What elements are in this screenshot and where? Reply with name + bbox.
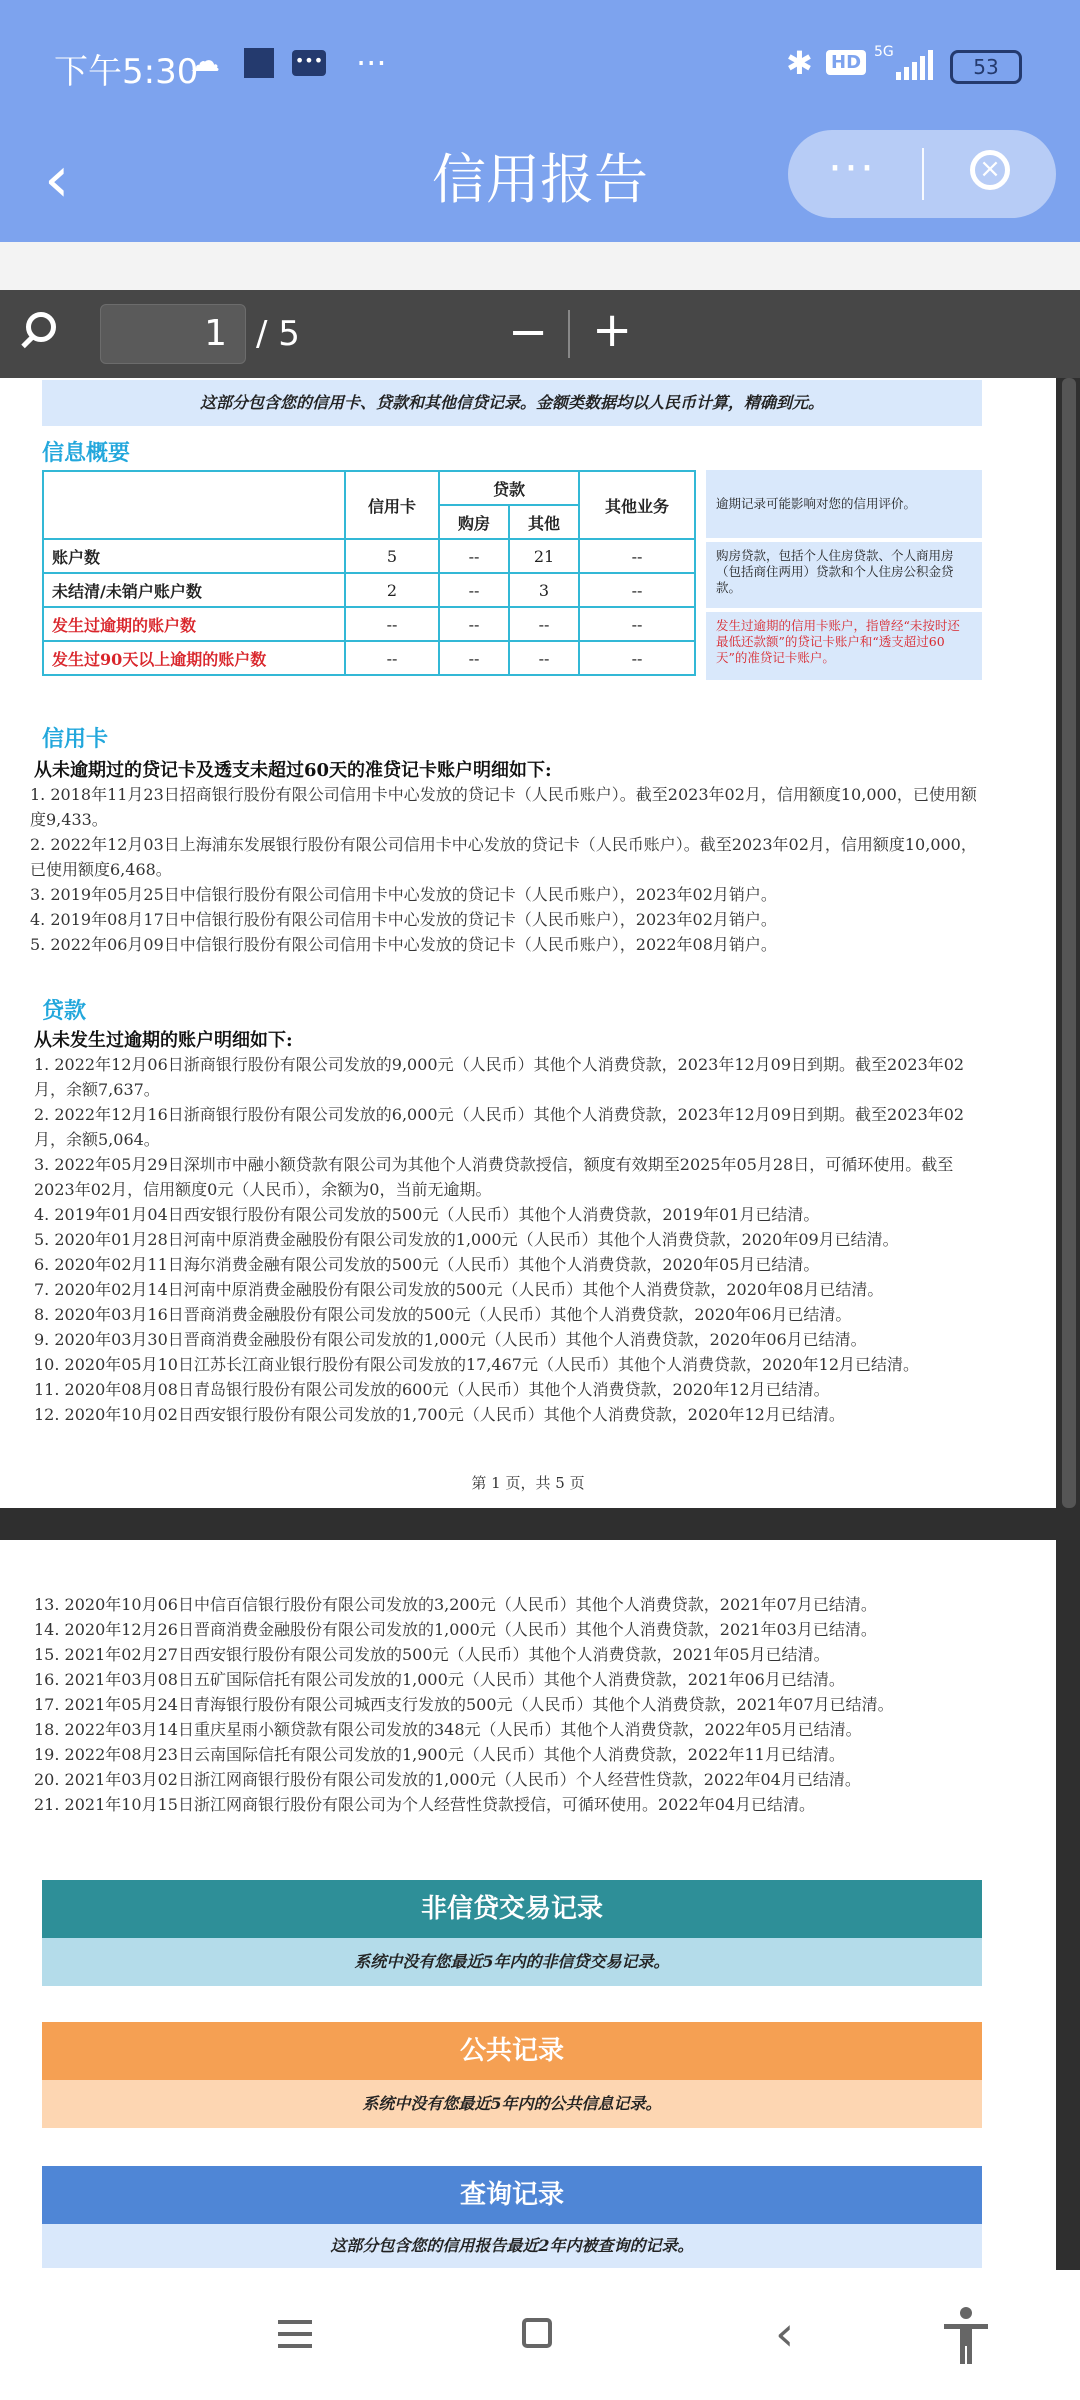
home-icon[interactable] [522,2318,552,2348]
cell-business: -- [579,641,695,675]
cell-other: 3 [509,573,579,607]
table-row [43,539,695,573]
cell-housing: -- [439,539,509,573]
list-item: 19. 2022年08月23日云南国际信托有限公司发放的1,900元（人民币）其他个人消费贷款，2022年11月已结清。 [34,1745,845,1764]
cell-credit-card: -- [345,607,439,641]
header-credit-card: 信用卡 [345,471,439,539]
list-item: 9. 2020年03月30日晋商消费金融股份有限公司发放的1,000元（人民币）其他个人消费贷款，2020年06月已结清。 [34,1330,867,1349]
list-item: 2. 2022年12月16日浙商银行股份有限公司发放的6,000元（人民币）其他个人消费贷款，2023年12月09日到期。截至2023年02月，余额5,064。 [34,1105,965,1149]
intro-banner: 这部分包含您的信用卡、贷款和其他信贷记录。金额类数据均以人民币计算，精确到元。 [42,380,982,426]
list-item: 10. 2020年05月10日江苏长江商业银行股份有限公司发放的17,467元（人民币）其他个人消费贷款，2020年12月已结清。 [34,1355,920,1374]
page-number-input[interactable]: 1 [100,304,246,364]
cell-business: -- [579,573,695,607]
cell-business: -- [579,539,695,573]
list-item: 4. 2019年08月17日中信银行股份有限公司信用卡中心发放的贷记卡（人民币账户），2023年02月销户。 [30,910,777,929]
list-item: 5. 2020年01月28日河南中原消费金融股份有限公司发放的1,000元（人民币）其他个人消费贷款，2020年09月已结清。 [34,1230,899,1249]
overview-table [42,470,696,676]
cell-other: -- [509,641,579,675]
menu-icon[interactable] [278,2320,312,2356]
bluetooth-icon: ✱ [786,44,813,82]
header-loan: 贷款 [439,471,579,505]
row-label: 发生过90天以上逾期的账户数 [43,641,345,675]
scrollbar[interactable] [1062,378,1076,1508]
list-item: 18. 2022年03月14日重庆星雨小额贷款有限公司发放的348元（人民币）其他个人消费贷款，2022年05月已结清。 [34,1720,862,1739]
table-corner [43,471,345,539]
pdf-page-1 [0,378,1056,1508]
close-button[interactable]: × [970,150,1010,190]
zoom-in-button[interactable]: + [592,302,633,358]
cell-business: -- [579,607,695,641]
mini-program-capsule [788,130,1056,218]
list-item: 3. 2019年05月25日中信银行股份有限公司信用卡中心发放的贷记卡（人民币账户），2023年02月销户。 [30,885,777,904]
message-icon: ••• [292,50,326,76]
capsule-divider [922,148,924,200]
overview-heading: 信息概要 [42,440,131,466]
zoom-out-button[interactable]: − [508,304,549,360]
loans-heading: 贷款 [42,998,87,1024]
page-title: 信用报告 [432,148,648,211]
list-item: 8. 2020年03月16日晋商消费金融股份有限公司发放的500元（人民币）其他个人消费贷款，2020年06月已结清。 [34,1305,852,1324]
cell-credit-card: 2 [345,573,439,607]
title-bar [0,130,1080,242]
query-records-note: 这部分包含您的信用报告最近2年内被查询的记录。 [42,2224,982,2268]
list-item: 5. 2022年06月09日中信银行股份有限公司信用卡中心发放的贷记卡（人民币账户），2022年08月销户。 [30,935,777,954]
cell-other: -- [509,607,579,641]
hd-icon: HD [826,50,866,75]
non-credit-note: 系统中没有您最近5年内的非信贷交易记录。 [42,1938,982,1986]
status-more: ··· [356,44,387,82]
signal-icon [896,50,940,80]
row-label: 账户数 [43,539,345,573]
cell-housing: -- [439,607,509,641]
cell-housing: -- [439,573,509,607]
row-label: 未结清/未销户账户数 [43,573,345,607]
list-item: 15. 2021年02月27日西安银行股份有限公司发放的500元（人民币）其他个人消费贷款，2021年05月已结清。 [34,1645,830,1664]
list-item: 14. 2020年12月26日晋商消费金融股份有限公司发放的1,000元（人民币）其他个人消费贷款，2021年03月已结清。 [34,1620,877,1639]
network-type: 5G [874,44,894,60]
page-footer: 第 1 页，共 5 页 [471,1474,585,1492]
overview-note-overdue: 逾期记录可能影响对您的信用评价。 [706,470,982,538]
battery-level: 53 [973,55,999,79]
table-row [43,573,695,607]
list-item: 1. 2018年11月23日招商银行股份有限公司信用卡中心发放的贷记卡（人民币账户）。截至2023年02月，信用额度10,000，已使用额度9,433。 [30,785,977,829]
pdf-viewer[interactable] [0,378,1080,2270]
more-button[interactable]: ··· [828,143,876,194]
cloud-icon: ☁ [190,44,220,79]
accessibility-icon[interactable] [940,2306,992,2366]
row-label: 发生过逾期的账户数 [43,607,345,641]
overview-note-red: 发生过逾期的信用卡账户，指曾经“未按时还最低还款额”的贷记卡账户和“透支超过60天”的准贷记卡账户。 [706,612,982,680]
status-bar [0,0,1080,130]
public-records-heading: 公共记录 [42,2022,982,2080]
zoom-divider [568,310,570,358]
list-item: 16. 2021年03月08日五矿国际信托有限公司发放的1,000元（人民币）其他个人消费贷款，2021年06月已结清。 [34,1670,845,1689]
back-icon[interactable]: ‹ [775,2306,795,2362]
cell-other: 21 [509,539,579,573]
list-item: 13. 2020年10月06日中信百信银行股份有限公司发放的3,200元（人民币）其他个人消费贷款，2021年07月已结清。 [34,1595,877,1614]
loans-subheading: 从未发生过逾期的账户明细如下: [34,1030,293,1051]
list-item: 1. 2022年12月06日浙商银行股份有限公司发放的9,000元（人民币）其他个人消费贷款，2023年12月09日到期。截至2023年02月，余额7,637。 [34,1055,965,1099]
cell-housing: -- [439,641,509,675]
header-other-business: 其他业务 [579,471,695,539]
status-time: 下午5:30 [54,52,199,92]
search-icon[interactable] [26,312,56,342]
list-item: 2. 2022年12月03日上海浦东发展银行股份有限公司信用卡中心发放的贷记卡（人民币账户）。截至2023年02月，信用额度10,000，已使用额度6,468。 [30,835,977,879]
table-row [43,641,695,675]
list-item: 20. 2021年03月02日浙江网商银行股份有限公司发放的1,000元（人民币）个人经营性贷款，2022年04月已结清。 [34,1770,861,1789]
cell-credit-card: -- [345,641,439,675]
query-records-heading: 查询记录 [42,2166,982,2224]
pdf-page-2 [0,1540,1056,2270]
list-item: 7. 2020年02月14日河南中原消费金融股份有限公司发放的500元（人民币）其他个人消费贷款，2020年08月已结清。 [34,1280,884,1299]
list-item: 11. 2020年08月08日青岛银行股份有限公司发放的600元（人民币）其他个人消费贷款，2020年12月已结清。 [34,1380,830,1399]
list-item: 17. 2021年05月24日青海银行股份有限公司城西支行发放的500元（人民币）其他个人消费贷款，2021年07月已结清。 [34,1695,894,1714]
cell-credit-card: 5 [345,539,439,573]
public-records-note: 系统中没有您最近5年内的公共信息记录。 [42,2080,982,2128]
navigation-bar [0,2270,1080,2400]
list-item: 21. 2021年10月15日浙江网商银行股份有限公司为个人经营性贷款授信，可循环使用。2022年04月已结清。 [34,1795,816,1814]
non-credit-heading: 非信贷交易记录 [42,1880,982,1938]
header-other: 其他 [509,505,579,539]
header-housing: 购房 [439,505,509,539]
list-item: 3. 2022年05月29日深圳市中融小额贷款有限公司为其他个人消费贷款授信，额度有效期至2025年05月28日，可循环使用。截至2023年02月，信用额度0元（人民币），余额为0，当前无逾期。 [34,1155,954,1199]
square-icon [244,48,274,78]
list-item: 4. 2019年01月04日西安银行股份有限公司发放的500元（人民币）其他个人消费贷款，2019年01月已结清。 [34,1205,820,1224]
overview-note-housing: 购房贷款，包括个人住房贷款、个人商用房（包括商住两用）贷款和个人住房公积金贷款。 [706,542,982,608]
back-button[interactable]: ‹ [44,143,70,217]
battery-icon [950,50,1022,84]
credit-card-subheading: 从未逾期过的贷记卡及透支未超过60天的准贷记卡账户明细如下: [34,760,552,781]
total-pages: / 5 [256,314,300,354]
list-item: 12. 2020年10月02日西安银行股份有限公司发放的1,700元（人民币）其他个人消费贷款，2020年12月已结清。 [34,1405,845,1424]
pdf-toolbar [0,290,1080,378]
toolbar-spacer [0,242,1080,290]
table-row [43,607,695,641]
credit-card-heading: 信用卡 [42,726,109,752]
list-item: 6. 2020年02月11日海尔消费金融有限公司发放的500元（人民币）其他个人消费贷款，2020年05月已结清。 [34,1255,820,1274]
